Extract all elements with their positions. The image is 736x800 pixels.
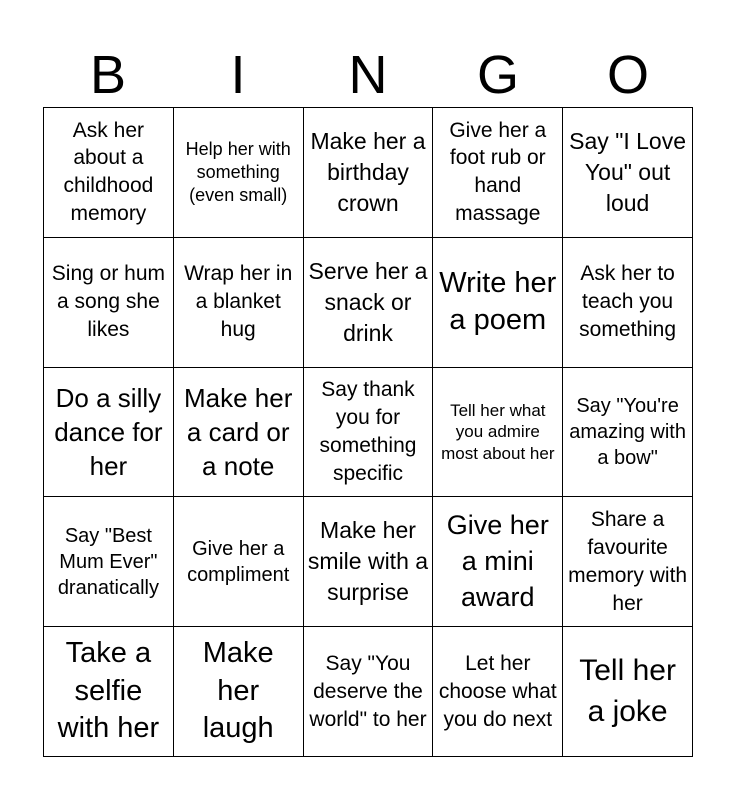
- header-letter-n: N: [348, 45, 388, 105]
- bingo-cell-text: Say "I Love You" out loud: [569, 127, 687, 216]
- bingo-cell-text: Give her a mini award: [446, 510, 549, 612]
- bingo-cell-text: Tell her a joke: [579, 654, 676, 728]
- bingo-header: [43, 42, 693, 108]
- bingo-cell-r1-c2[interactable]: [174, 108, 304, 238]
- bingo-cell-r1-c3[interactable]: [304, 108, 434, 238]
- bingo-cell-text: Serve her a snack or drink: [308, 257, 428, 346]
- bingo-cell-text: Make her smile with a surprise: [307, 517, 429, 606]
- bingo-cell-text: Help her with something (even small): [185, 139, 291, 205]
- bingo-cell-text: Make her laugh: [202, 637, 274, 745]
- bingo-cell-r5-c4[interactable]: [433, 627, 563, 757]
- bingo-cell-text: Say thank you for something specific: [319, 378, 417, 485]
- bingo-cell-r3-c4[interactable]: [433, 368, 563, 498]
- bingo-cell-r2-c5[interactable]: [563, 238, 693, 368]
- bingo-cell-r1-c4[interactable]: [433, 108, 563, 238]
- bingo-cell-text: Make her a card or a note: [184, 382, 293, 482]
- bingo-cell-text: Do a silly dance for her: [54, 382, 163, 482]
- bingo-cell-r3-c2[interactable]: [174, 368, 304, 498]
- bingo-cell-text: Give her a foot rub or hand massage: [449, 118, 547, 226]
- bingo-cell-text: Give her a compliment: [187, 537, 290, 586]
- bingo-cell-r3-c1[interactable]: [44, 368, 174, 498]
- bingo-cell-r5-c3[interactable]: [304, 627, 434, 757]
- bingo-cell-text: Ask her to teach you something: [579, 262, 677, 342]
- header-letter-i: I: [230, 45, 246, 105]
- bingo-cell-text: Share a favourite memory with her: [568, 507, 688, 615]
- bingo-cell-text: Sing or hum a song she likes: [51, 262, 166, 342]
- bingo-cell-r4-c5[interactable]: [563, 497, 693, 627]
- bingo-cell-r4-c1[interactable]: [44, 497, 174, 627]
- bingo-cell-r1-c1[interactable]: [44, 108, 174, 238]
- header-letter-o: O: [606, 45, 649, 105]
- bingo-cell-r3-c5[interactable]: [563, 368, 693, 498]
- bingo-cell-r4-c2[interactable]: [174, 497, 304, 627]
- bingo-cell-text: Ask her about a childhood memory: [63, 118, 154, 226]
- bingo-cell-text: Write her a poem: [439, 266, 557, 337]
- bingo-cell-r5-c2[interactable]: [174, 627, 304, 757]
- bingo-cell-r5-c1[interactable]: [44, 627, 174, 757]
- bingo-card-grid: [43, 107, 693, 757]
- bingo-cell-r2-c2[interactable]: [174, 238, 304, 368]
- bingo-cell-text: Say "You're amazing with a bow": [569, 394, 686, 469]
- bingo-cell-r2-c4[interactable]: [433, 238, 563, 368]
- header-letter-g: G: [476, 45, 519, 105]
- bingo-cell-text: Make her a birthday crown: [310, 127, 426, 216]
- bingo-cell-r5-c5[interactable]: [563, 627, 693, 757]
- bingo-cell-text: Wrap her in a blanket hug: [184, 262, 293, 342]
- header-letter-b: B: [89, 45, 127, 105]
- bingo-cell-text: Let her choose what you do next: [438, 651, 557, 731]
- bingo-cell-r2-c1[interactable]: [44, 238, 174, 368]
- bingo-cell-text: Say "You deserve the world" to her: [309, 651, 427, 731]
- bingo-cell-text: Tell her what you admire most about her: [441, 400, 555, 463]
- bingo-cell-r1-c5[interactable]: [563, 108, 693, 238]
- bingo-cell-r3-c3[interactable]: [304, 368, 434, 498]
- bingo-cell-text: Say "Best Mum Ever" dranatically: [57, 524, 159, 599]
- bingo-cell-text: Take a selfie with her: [57, 637, 160, 745]
- bingo-cell-r4-c3[interactable]: [304, 497, 434, 627]
- bingo-cell-r2-c3[interactable]: [304, 238, 434, 368]
- bingo-cell-r4-c4[interactable]: [433, 497, 563, 627]
